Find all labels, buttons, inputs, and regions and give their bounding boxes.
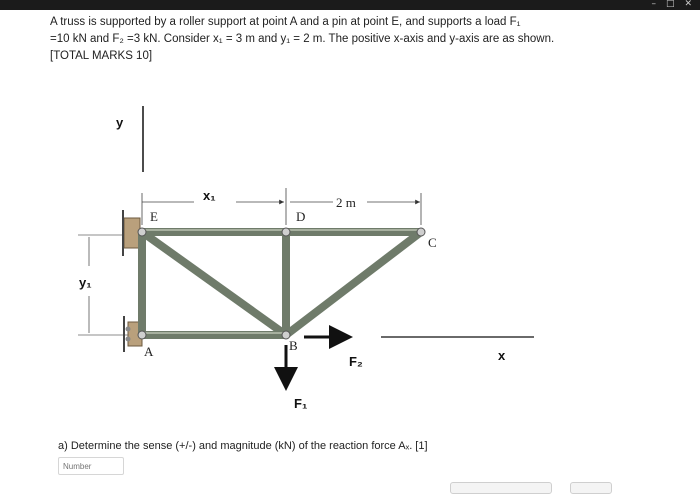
answer-number-input[interactable] [58,457,124,475]
joint-E [138,228,146,236]
problem-line-2: =10 kN and F₂ =3 kN. Consider x₁ = 3 m and y₁ = 2 m. The positive x-axis and y-axis are as shown. [50,33,555,45]
truss-member-highlights [142,230,421,333]
force-F1-label: F₁ [294,396,308,411]
minimize-icon[interactable]: – [651,0,656,9]
roller-A-2 [126,337,131,342]
question-a: a) Determine the sense (+/-) and magnitude (kN) of the reaction force Aₓ. [1] [58,440,428,452]
joint-A [138,331,146,339]
window-controls [651,0,692,9]
y1-label: y₁ [79,275,92,290]
x-axis-label: x [498,348,506,363]
node-label-D: D [296,209,306,224]
node-label-A: A [144,344,154,359]
x1-label: x₁ [203,188,216,203]
roller-A-1 [126,327,131,332]
dim-2m-label: 2 m [336,195,356,210]
force-F2-label: F₂ [349,354,363,369]
pin-support-E [124,218,140,248]
joint-C [417,228,425,236]
truss-diagram [0,95,560,425]
joint-D [282,228,290,236]
truss-members [142,232,421,335]
member-CB [286,232,421,335]
problem-total-marks: [TOTAL MARKS 10] [50,50,153,62]
problem-line-1: A truss is supported by a roller support at point A and a pin at point E, and supports a load F₁ [50,16,521,28]
y-axis-label: y [116,115,124,130]
member-EB [142,232,286,335]
maximize-icon[interactable]: □ [665,0,675,9]
close-icon[interactable]: ✕ [684,0,692,9]
node-label-C: C [428,235,437,250]
bottom-button-right[interactable] [570,482,612,494]
problem-statement [50,14,650,65]
node-label-B: B [289,338,298,353]
node-label-E: E [150,209,158,224]
window-top-bar [0,0,700,10]
bottom-button-left[interactable] [450,482,552,494]
